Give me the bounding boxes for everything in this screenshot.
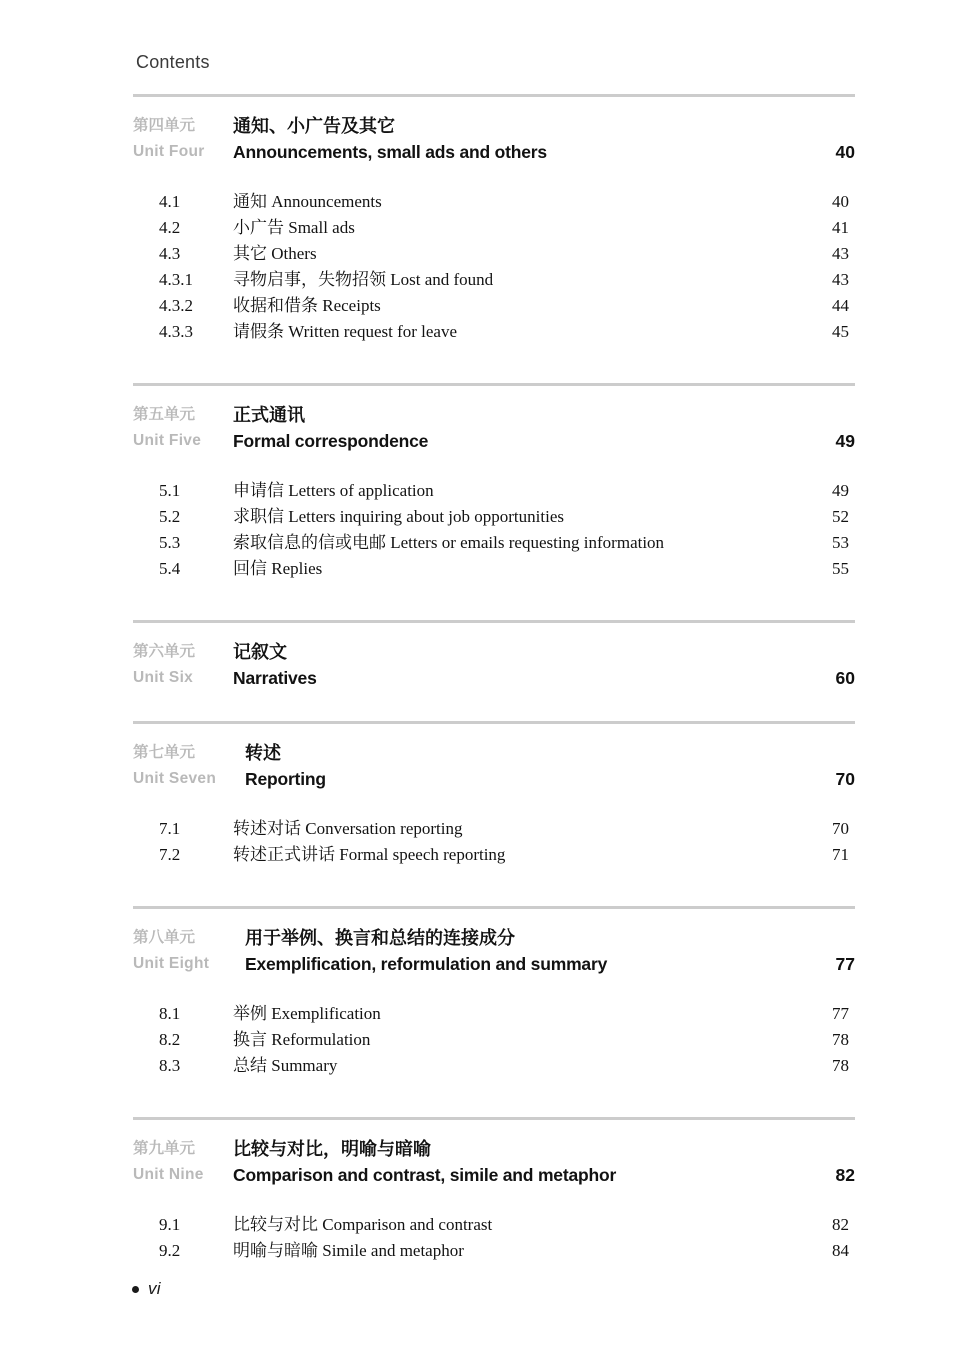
entry-number: 5.2 (159, 507, 181, 526)
entry-page-number: 52 (832, 507, 849, 526)
section-spacer (133, 586, 855, 620)
entry-title: 总结 Summary (233, 1056, 338, 1075)
toc-entry[interactable] (133, 556, 855, 582)
entry-number: 7.1 (159, 819, 181, 838)
unit-page-number: 40 (835, 142, 855, 162)
entry-number: 9.2 (159, 1241, 181, 1260)
entry-title: 通知 Announcements (233, 192, 382, 211)
unit-label-en: Unit Five (133, 432, 202, 449)
unit-label-cn: 第八单元 (133, 929, 196, 946)
unit-page-number: 60 (835, 668, 855, 688)
entry-page-number: 70 (832, 819, 849, 838)
toc-entry[interactable] (133, 1053, 855, 1079)
toc-unit[interactable] (133, 386, 855, 586)
unit-title-en: Reporting (245, 769, 326, 789)
toc-unit[interactable] (133, 909, 855, 1083)
section-spacer (133, 1268, 855, 1302)
unit-subsection-list (133, 189, 855, 349)
toc-entry[interactable] (133, 1027, 855, 1053)
unit-title-group (245, 925, 855, 977)
unit-heading[interactable] (133, 1136, 855, 1192)
entry-page-number: 84 (832, 1241, 849, 1260)
running-head: Contents (136, 52, 210, 72)
toc-entry[interactable] (133, 189, 855, 215)
unit-page-number: 77 (835, 954, 855, 974)
unit-title-en: Formal correspondence (233, 431, 429, 451)
toc-entry[interactable] (133, 530, 855, 556)
unit-title-cn: 用于举例、换言和总结的连接成分 (245, 928, 515, 948)
unit-heading[interactable] (133, 402, 855, 458)
toc-entry[interactable] (133, 1238, 855, 1264)
unit-label-en: Unit Eight (133, 955, 210, 972)
unit-page-number: 82 (835, 1165, 855, 1185)
entry-number: 5.1 (159, 481, 181, 500)
unit-label-en: Unit Six (133, 669, 194, 686)
unit-subsection-list (133, 478, 855, 586)
toc-entry[interactable] (133, 816, 855, 842)
entry-title: 请假条 Written request for leave (233, 322, 458, 341)
unit-title-en: Comparison and contrast, simile and metaphor (233, 1165, 617, 1185)
unit-title-cn: 比较与对比，明喻与暗喻 (233, 1139, 431, 1159)
folio-page-number: vi (148, 1279, 161, 1298)
section-spacer (133, 1083, 855, 1117)
entry-page-number: 43 (832, 244, 849, 263)
entry-page-number: 40 (832, 192, 849, 211)
entry-page-number: 77 (832, 1004, 849, 1023)
table-of-contents (133, 94, 855, 1302)
unit-title-group (233, 402, 855, 454)
entry-number: 4.3.3 (159, 322, 193, 341)
unit-label-en: Unit Four (133, 143, 205, 160)
entry-title: 求职信 Letters inquiring about job opportunities (233, 507, 564, 526)
toc-entry[interactable] (133, 267, 855, 293)
toc-unit[interactable] (133, 623, 855, 695)
unit-title-group (233, 113, 855, 165)
unit-heading[interactable] (133, 925, 855, 981)
entry-title: 小广告 Small ads (233, 218, 355, 237)
entry-number: 5.4 (159, 559, 181, 578)
entry-page-number: 43 (832, 270, 849, 289)
entry-title: 回信 Replies (233, 559, 323, 578)
entry-number: 8.2 (159, 1030, 181, 1049)
entry-number: 9.1 (159, 1215, 181, 1234)
unit-page-number: 70 (835, 769, 855, 789)
entry-title: 索取信息的信或电邮 Letters or emails requesting information (233, 533, 665, 552)
unit-title-en: Narratives (233, 668, 317, 688)
entry-title: 申请信 Letters of application (233, 481, 434, 500)
entry-page-number: 71 (832, 845, 849, 864)
unit-label (133, 1136, 237, 1188)
unit-heading[interactable] (133, 740, 855, 796)
toc-entry[interactable] (133, 293, 855, 319)
toc-entry[interactable] (133, 1001, 855, 1027)
unit-label-cn: 第六单元 (133, 643, 196, 660)
toc-unit[interactable] (133, 1120, 855, 1268)
unit-label-cn: 第五单元 (133, 406, 196, 423)
entry-number: 4.1 (159, 192, 181, 211)
unit-title-cn: 转述 (245, 743, 281, 763)
unit-title-cn: 记叙文 (233, 642, 287, 662)
unit-label-en: Unit Seven (133, 770, 217, 787)
entry-number: 8.3 (159, 1056, 181, 1075)
entry-title: 换言 Reformulation (233, 1030, 371, 1049)
unit-label-cn: 第七单元 (133, 744, 196, 761)
unit-subsection-list (133, 1212, 855, 1268)
entry-page-number: 78 (832, 1056, 849, 1075)
toc-entry[interactable] (133, 478, 855, 504)
entry-title: 其它 Others (233, 244, 317, 263)
unit-label-cn: 第四单元 (133, 117, 196, 134)
entry-title: 寻物启事，失物招领 Lost and found (233, 270, 494, 289)
entry-page-number: 55 (832, 559, 849, 578)
entry-title: 转述正式讲话 Formal speech reporting (233, 845, 506, 864)
unit-page-number: 49 (835, 431, 855, 451)
unit-label (133, 113, 237, 165)
unit-title-group (233, 1136, 855, 1188)
toc-entry[interactable] (133, 842, 855, 868)
unit-title-group (233, 639, 855, 691)
toc-unit[interactable] (133, 724, 855, 872)
section-spacer (133, 872, 855, 906)
unit-heading[interactable] (133, 639, 855, 695)
toc-entry[interactable] (133, 504, 855, 530)
unit-label (133, 925, 237, 977)
entry-number: 4.3.1 (159, 270, 193, 289)
entry-page-number: 82 (832, 1215, 849, 1234)
entry-page-number: 53 (832, 533, 849, 552)
entry-title: 举例 Exemplification (233, 1004, 381, 1023)
toc-entry[interactable] (133, 215, 855, 241)
entry-number: 7.2 (159, 845, 181, 864)
unit-label (133, 402, 237, 454)
entry-number: 4.2 (159, 218, 181, 237)
unit-subsection-list (133, 1001, 855, 1083)
unit-heading[interactable] (133, 113, 855, 169)
unit-label-cn: 第九单元 (133, 1140, 196, 1157)
entry-title: 明喻与暗喻 Simile and metaphor (233, 1241, 464, 1260)
entry-page-number: 44 (832, 296, 849, 315)
unit-label (133, 639, 237, 691)
entry-number: 5.3 (159, 533, 181, 552)
entry-page-number: 78 (832, 1030, 849, 1049)
section-spacer (133, 695, 855, 721)
entry-page-number: 41 (832, 218, 849, 237)
entry-title: 比较与对比 Comparison and contrast (233, 1215, 493, 1234)
toc-entry[interactable] (133, 1212, 855, 1238)
entry-title: 收据和借条 Receipts (233, 296, 381, 315)
unit-title-group (245, 740, 855, 792)
entry-number: 4.3 (159, 244, 181, 263)
toc-entry[interactable] (133, 241, 855, 267)
bullet-dot-icon (132, 1286, 139, 1293)
unit-label-en: Unit Nine (133, 1166, 204, 1183)
unit-title-en: Announcements, small ads and others (233, 142, 547, 162)
entry-page-number: 49 (832, 481, 849, 500)
entry-number: 4.3.2 (159, 296, 193, 315)
page-folio (132, 1279, 161, 1299)
unit-label (133, 740, 237, 792)
entry-title: 转述对话 Conversation reporting (233, 819, 463, 838)
unit-subsection-list (133, 816, 855, 872)
unit-title-en: Exemplification, reformulation and summary (245, 954, 608, 974)
unit-title-cn: 正式通讯 (233, 405, 305, 425)
toc-unit[interactable] (133, 97, 855, 349)
entry-page-number: 45 (832, 322, 849, 341)
section-spacer (133, 349, 855, 383)
entry-number: 8.1 (159, 1004, 181, 1023)
unit-title-cn: 通知、小广告及其它 (233, 116, 395, 136)
toc-entry[interactable] (133, 319, 855, 345)
